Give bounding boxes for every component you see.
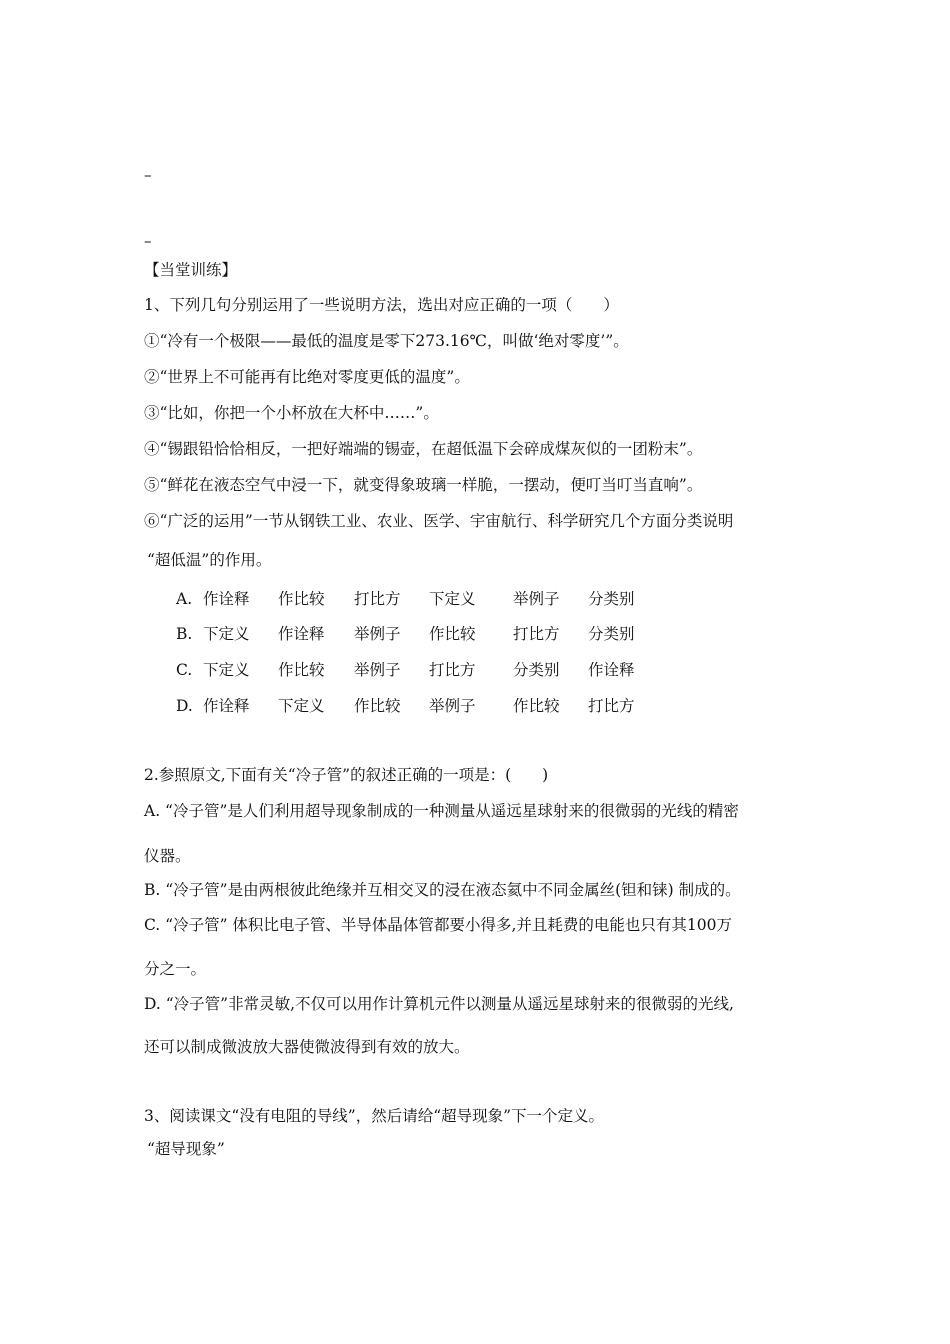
option-term: 作诠释 bbox=[278, 625, 325, 643]
q1-item-4: ④“锡跟铅恰恰相反，一把好端端的锡壶，在超低温下会碎成煤灰似的一团粉末”。 bbox=[144, 440, 703, 458]
option-term: 下定义 bbox=[203, 625, 250, 643]
option-label: C. bbox=[176, 661, 193, 679]
q2-option-b[interactable]: B. “冷子管”是由两根彼此绝缘并互相交叉的浸在液态氦中不同金属丝(钽和铼) 制成的。 bbox=[144, 881, 741, 899]
option-term: 举例子 bbox=[429, 697, 476, 715]
option-term: 分类别 bbox=[513, 661, 560, 679]
option-term: 作诠释 bbox=[203, 697, 250, 715]
q2-option-d[interactable]: D. “冷子管”非常灵敏,不仅可以用作计算机元件以测量从遥远星球射来的很微弱的光线, bbox=[144, 995, 734, 1013]
q1-item-3: ③“比如，你把一个小杯放在大杯中……”。 bbox=[144, 404, 439, 422]
option-term: 举例子 bbox=[354, 661, 401, 679]
q1-item-6: ⑥“广泛的运用”一节从钢铁工业、农业、医学、宇宙航行、科学研究几个方面分类说明 bbox=[144, 512, 734, 530]
q1-item-1: ①“冷有一个极限——最低的温度是零下273.16℃，叫做‘绝对零度’”。 bbox=[144, 332, 629, 350]
option-term: 作比较 bbox=[278, 590, 325, 608]
q2-option-c-cont: 分之一。 bbox=[144, 960, 207, 978]
option-term: 下定义 bbox=[278, 697, 325, 715]
section-title: 【当堂训练】 bbox=[144, 261, 238, 279]
option-term: 打比方 bbox=[513, 625, 560, 643]
stray-mark-1: – bbox=[144, 166, 152, 184]
option-term: 作诠释 bbox=[588, 661, 635, 679]
stray-mark-2: – bbox=[144, 232, 152, 250]
option-term: 举例子 bbox=[354, 625, 401, 643]
option-term: 打比方 bbox=[588, 697, 635, 715]
q1-item-6-cont: “超低温”的作用。 bbox=[147, 551, 272, 569]
option-term: 作比较 bbox=[354, 697, 401, 715]
option-term: 打比方 bbox=[354, 590, 401, 608]
option-term: 作比较 bbox=[278, 661, 325, 679]
q2-option-a-cont: 仪器。 bbox=[144, 847, 191, 865]
q3-answer-prefix: “超导现象” bbox=[147, 1140, 225, 1158]
q2-option-d-cont: 还可以制成微波放大器使微波得到有效的放大。 bbox=[144, 1038, 470, 1056]
q1-item-5: ⑤“鲜花在液态空气中浸一下，就变得象玻璃一样脆，一摆动，便叮当叮当直响”。 bbox=[144, 476, 703, 494]
q2-stem: 2.参照原文,下面有关“冷子管”的叙述正确的一项是：( ) bbox=[144, 766, 549, 784]
option-label: D. bbox=[176, 697, 193, 715]
option-term: 作比较 bbox=[513, 697, 560, 715]
q1-item-2: ②“世界上不可能再有比绝对零度更低的温度”。 bbox=[144, 368, 470, 386]
q3-stem: 3、阅读课文“没有电阻的导线”，然后请给“超导现象”下一个定义。 bbox=[144, 1107, 605, 1125]
option-term: 下定义 bbox=[203, 661, 250, 679]
q1-stem: 1、下列几句分别运用了一些说明方法，选出对应正确的一项（ ） bbox=[144, 296, 619, 314]
option-term: 举例子 bbox=[513, 590, 560, 608]
option-term: 打比方 bbox=[429, 661, 476, 679]
option-label: B. bbox=[176, 625, 193, 643]
q2-option-c[interactable]: C. “冷子管” 体积比电子管、半导体晶体管都要小得多,并且耗费的电能也只有其100万 bbox=[144, 916, 732, 934]
option-term: 下定义 bbox=[429, 590, 476, 608]
q2-option-a[interactable]: A. “冷子管”是人们利用超导现象制成的一种测量从遥远星球射来的很微弱的光线的精密 bbox=[144, 802, 739, 820]
option-term: 作比较 bbox=[429, 625, 476, 643]
option-term: 分类别 bbox=[588, 625, 635, 643]
option-label: A. bbox=[176, 590, 193, 608]
option-term: 作诠释 bbox=[203, 590, 250, 608]
option-term: 分类别 bbox=[588, 590, 635, 608]
